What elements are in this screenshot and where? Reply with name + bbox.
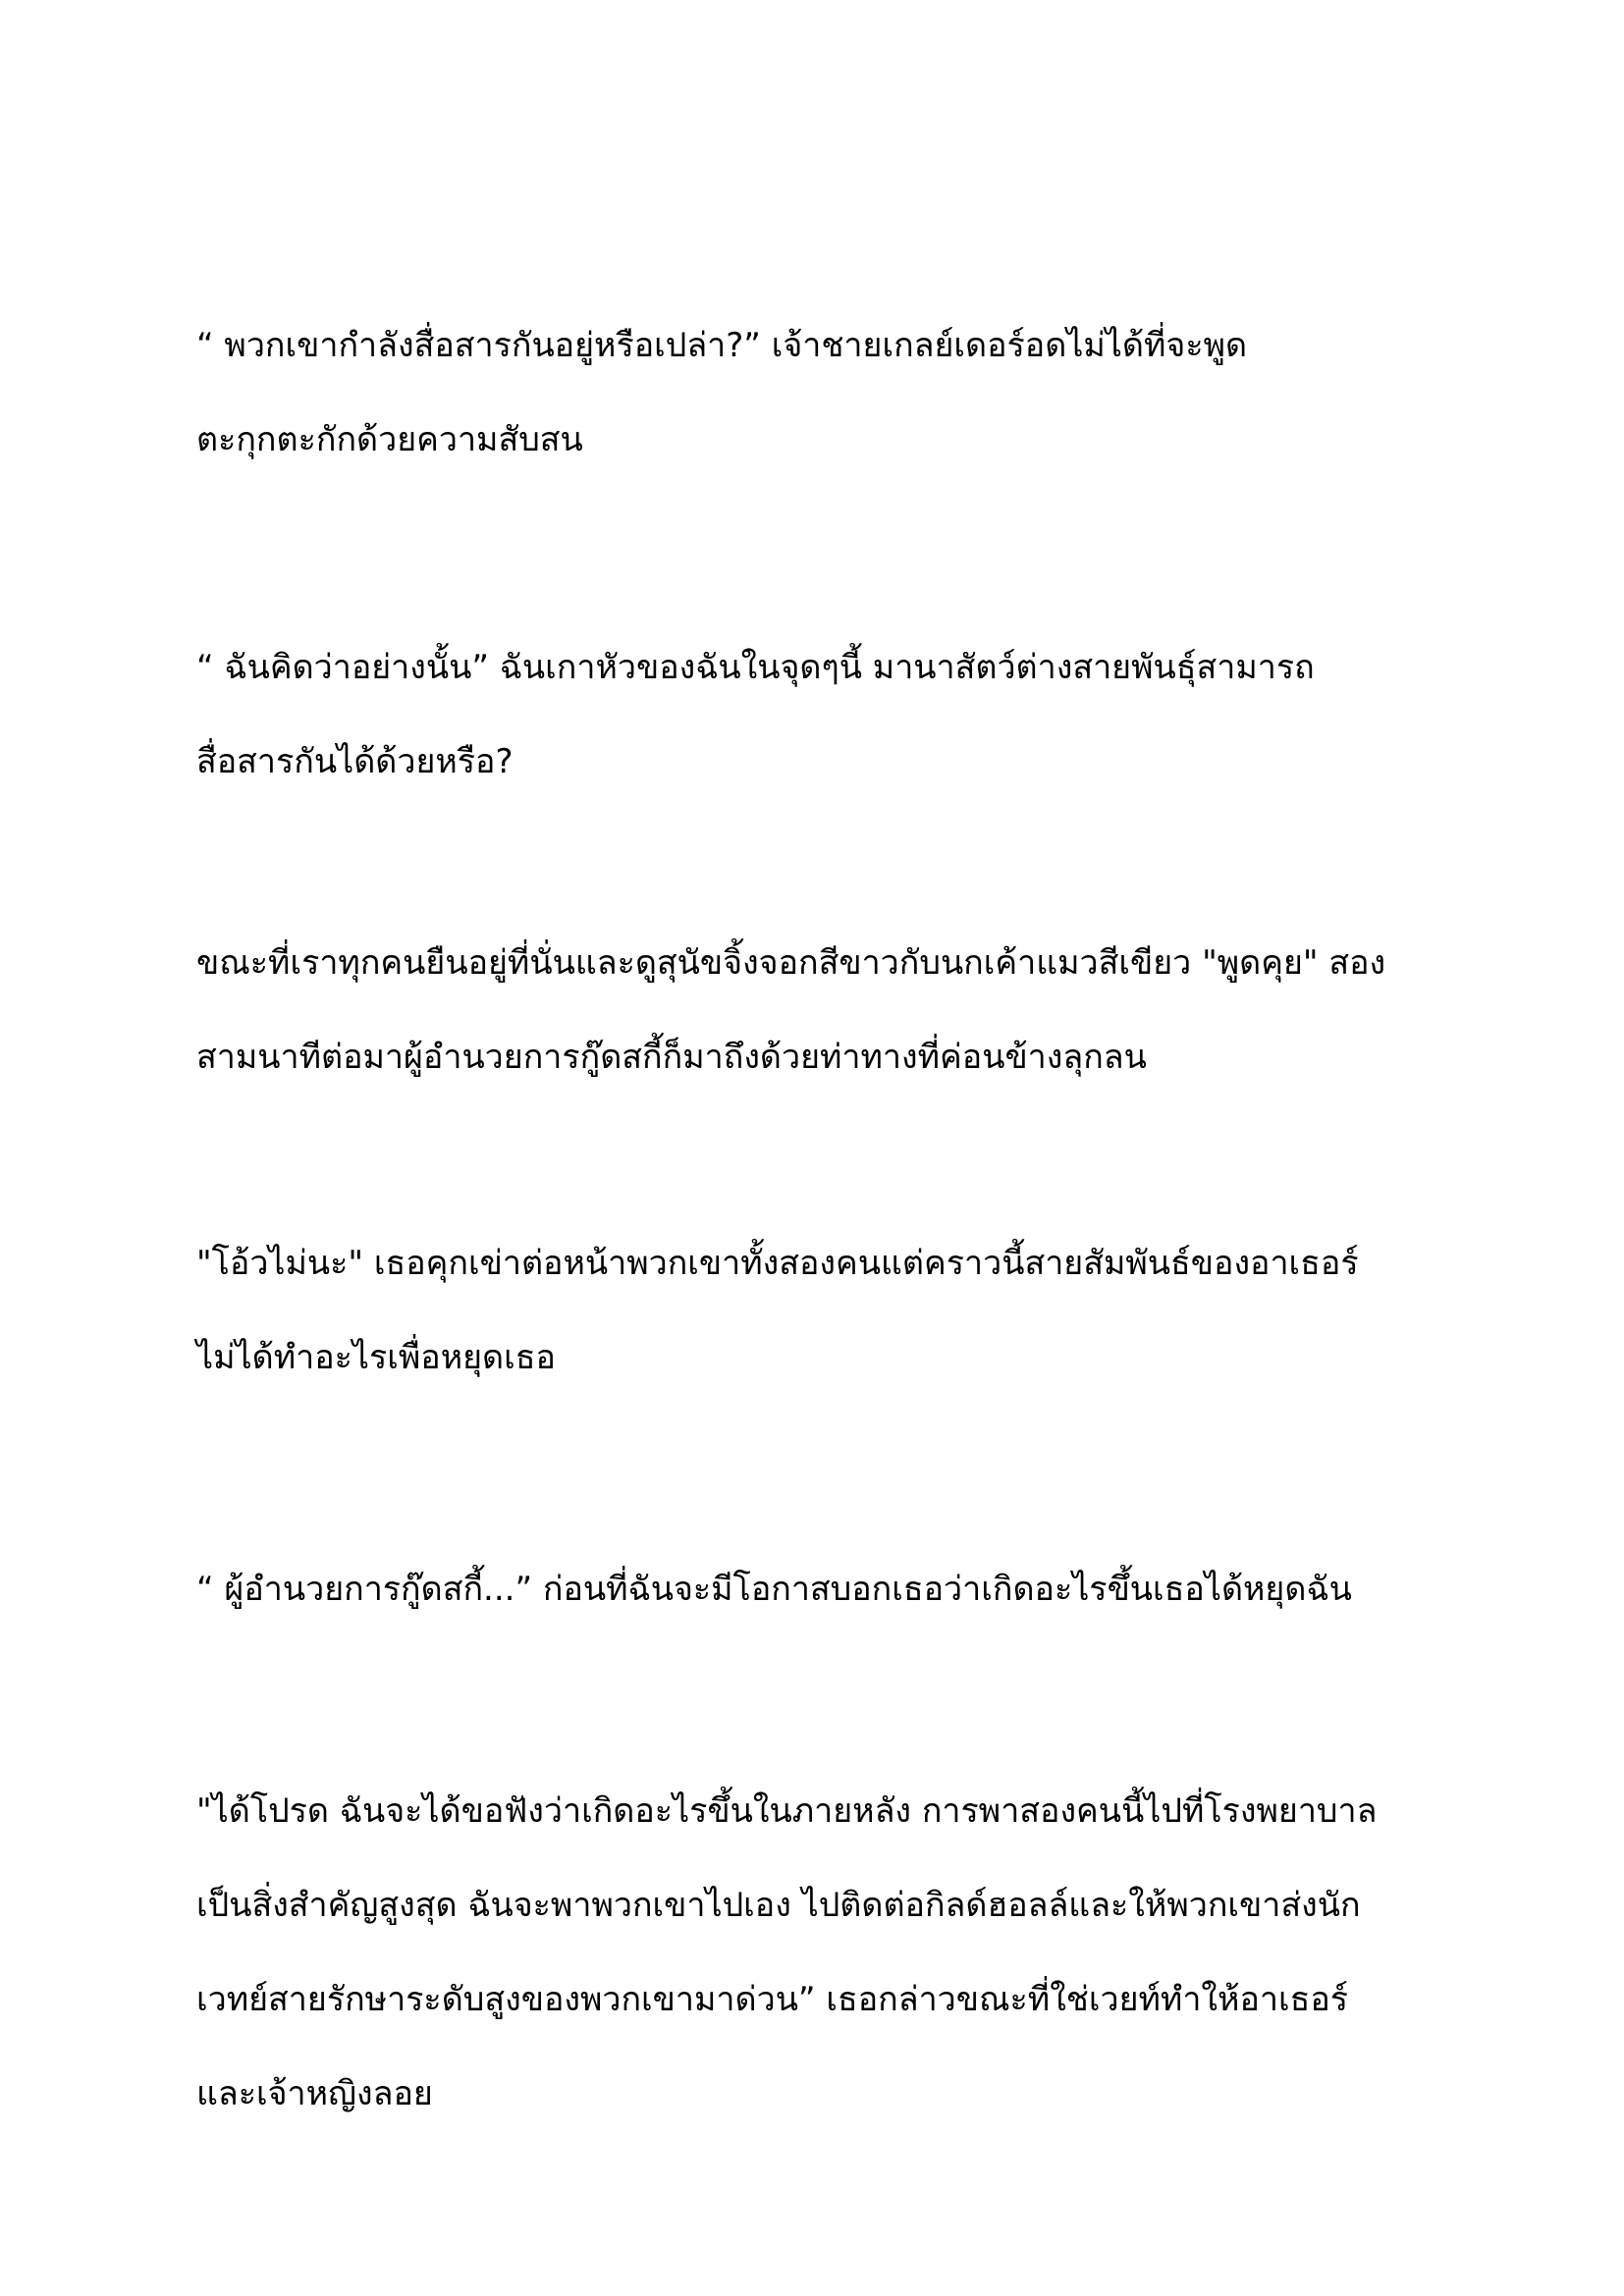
- paragraph-6-line-1: "ได้โปรด ฉันจะได้ขอฟังว่าเกิดอะไรขึ้นในภายหลัง การพาสองคนนี้ไปที่โรงพยาบาล: [196, 1791, 1378, 1831]
- paragraph-4-line-1: "โอ้วไม่นะ" เธอคุกเข่าต่อหน้าพวกเขาทั้งสองคนแต่คราวนี้สายสัมพันธ์ของอาเธอร์: [196, 1244, 1359, 1283]
- paragraph-3-line-1: ขณะที่เราทุกคนยืนอยู่ที่นั่นและดูสุนัขจิ้งจอกสีขาวกับนกเค้าแมวสีเขียว "พูดคุย" สอง: [196, 943, 1386, 983]
- paragraph-6-line-2: เป็นสิ่งสำคัญสูงสุด ฉันจะพาพวกเขาไปเอง ไปติดต่อกิลด์ฮอลล์และให้พวกเขาส่งนัก: [196, 1886, 1361, 1925]
- paragraph-4-line-2: ไม่ได้ทำอะไรเพื่อหยุดเธอ: [196, 1338, 556, 1377]
- paragraph-2-line-1: “ ฉันคิดว่าอย่างนั้น” ฉันเกาหัวของฉันในจุดๆนี้ มานาสัตว์ต่างสายพันธุ์สามารถ: [196, 648, 1315, 687]
- paragraph-5: [196, 1542, 1434, 1636]
- paragraph-1-line-2: ตะกุกตะกักด้วยความสับสน: [196, 420, 583, 459]
- paragraph-1: [196, 298, 1434, 487]
- paragraph-3: [196, 916, 1434, 1104]
- paragraph-5-line-1: “ ผู้อำนวยการกู๊ดสกี้...” ก่อนที่ฉันจะมีโอกาสบอกเธอว่าเกิดอะไรขึ้นเธอได้หยุดฉัน: [196, 1570, 1352, 1609]
- paragraph-6-line-4: และเจ้าหญิงลอย: [196, 2074, 433, 2113]
- paragraph-1-line-1: “ พวกเขากำลังสื่อสารกันอยู่หรือเปล่า?” เจ้าชายเกลย์เดอร์อดไม่ได้ที่จะพูด: [196, 326, 1248, 365]
- paragraph-6: [196, 1764, 1434, 2141]
- paragraph-4: [196, 1216, 1434, 1405]
- paragraph-3-line-2: สามนาทีต่อมาผู้อำนวยการกู๊ดสกี้ก็มาถึงด้วยท่าทางที่ค่อนข้างลุกลน: [196, 1038, 1147, 1077]
- paragraph-2: [196, 620, 1434, 809]
- paragraph-2-line-2: สื่อสารกันได้ด้วยหรือ?: [196, 742, 514, 781]
- paragraph-6-line-3: เวทย์สายรักษาระดับสูงของพวกเขามาด่วน” เธอกล่าวขณะที่ใช่เวยท์ทำให้อาเธอร์: [196, 1980, 1349, 2019]
